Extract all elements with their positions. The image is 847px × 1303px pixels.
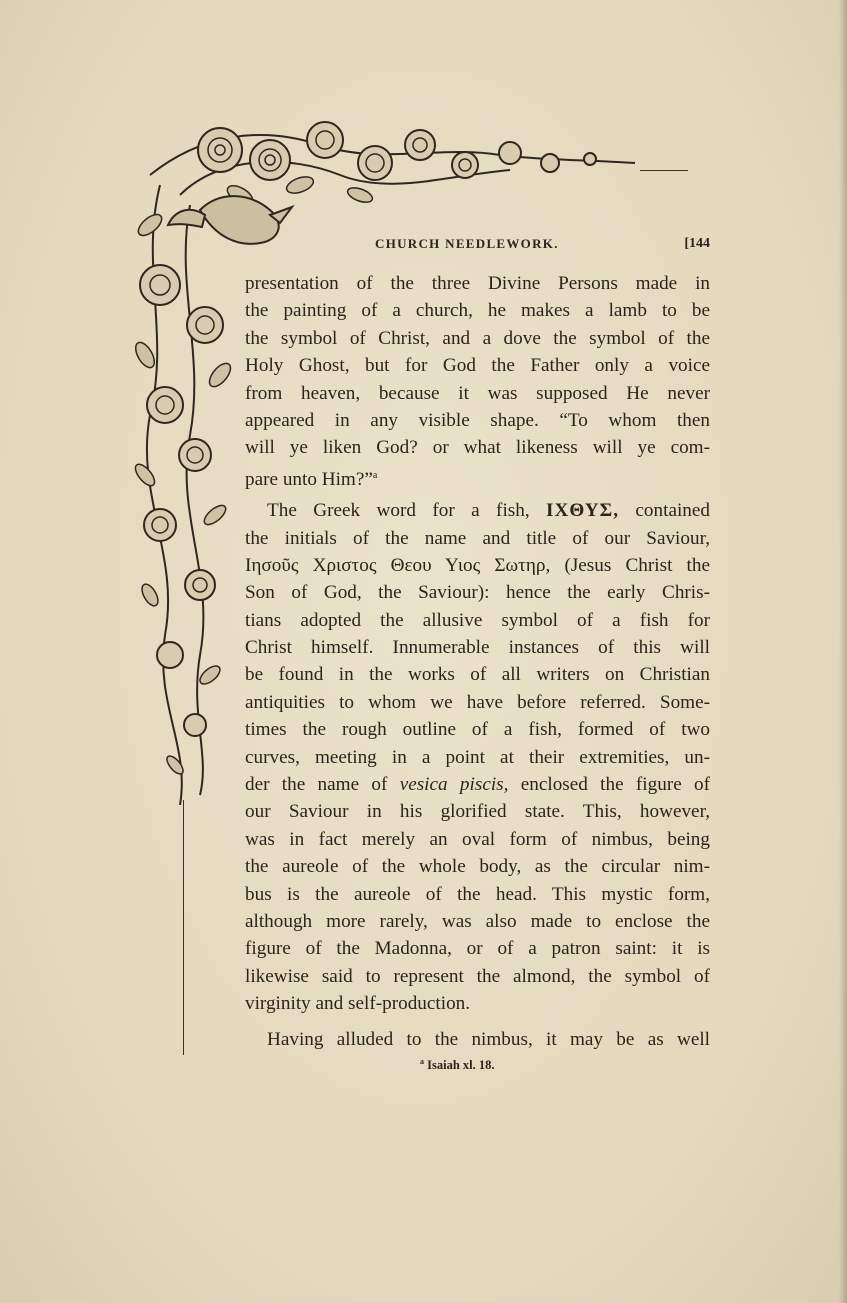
text-fragment: contained [635, 500, 710, 522]
text-fragment: (Jesus Christ the [564, 554, 710, 576]
running-head: CHURCH NEEDLEWORK. [375, 236, 559, 251]
text-line [245, 552, 710, 579]
text-line: tians adopted the allusive symbol of a fish for [245, 609, 710, 631]
text-line: will ye liken God? or what likeness will ye com- [245, 437, 710, 459]
text-line: although more rarely, was also made to enclose the [245, 910, 710, 932]
text-line [245, 497, 710, 524]
italic-term: vesica piscis, [399, 774, 509, 796]
text-line: curves, meeting in a point at their extremities, un- [245, 746, 710, 768]
text-line: times the rough outline of a fish, formed of two [245, 719, 710, 741]
text-line: the aureole of the whole body, as the circular nim- [245, 856, 710, 878]
footnote-ref: a [372, 469, 378, 481]
text-line: virginity and self-production. [245, 993, 471, 1015]
text-line: likewise said to represent the almond, the symbol of [245, 965, 710, 987]
text-line: antiquities to whom we have before referred. Some- [245, 691, 710, 713]
text-line: the initials of the name and title of our Saviour, [245, 527, 710, 549]
text-line [245, 462, 710, 489]
greek-word: ΙΧΘΥΣ, [546, 500, 619, 522]
footnote-text: Isaiah xl. 18. [427, 1058, 495, 1072]
text-line: the symbol of Christ, and a dove the symbol of the [245, 327, 710, 349]
text-fragment: der the name of [245, 774, 388, 796]
text-fragment: The Greek word for a fish, [267, 500, 530, 522]
ornament-rule [640, 170, 688, 171]
text-line: from heaven, because it was supposed He never [245, 382, 710, 404]
text-line [245, 771, 710, 798]
text-line: appeared in any visible shape. “To whom then [245, 409, 710, 431]
text-line: was in fact merely an oval form of nimbus, being [245, 828, 710, 850]
page-edge-shadow [839, 0, 847, 1303]
page-header [240, 236, 710, 258]
body-text [245, 270, 710, 1053]
text-line: be found in the works of all writers on Christian [245, 664, 710, 686]
quote-end: pare unto Him?” [245, 468, 373, 490]
text-line: bus is the aureole of the head. This mystic form, [245, 883, 710, 905]
text-line: presentation of the three Divine Persons made in [245, 273, 710, 294]
page-number: [144 [684, 236, 710, 251]
text-line: Having alluded to the nimbus, it may be as well [267, 1028, 710, 1050]
text-fragment: enclosed the figure of [520, 774, 711, 796]
text-line: Christ himself. Innumerable instances of this will [245, 637, 710, 659]
text-line: Holy Ghost, but for God the Father only a voice [245, 355, 710, 377]
text-line: figure of the Madonna, or of a patron saint: it is [245, 938, 710, 960]
footnote [420, 1057, 495, 1073]
margin-rule [183, 800, 184, 1055]
text-line: the painting of a church, he makes a lamb to be [245, 300, 710, 322]
text-line: Son of God, the Saviour): hence the early Chris- [245, 582, 710, 604]
greek-phrase: Ιησοῦς Χριστος Θεου Υιος Σωτηρ, [245, 554, 551, 576]
text-line: our Saviour in his glorified state. This, however, [245, 801, 710, 823]
footnote-mark: a [420, 1057, 424, 1066]
